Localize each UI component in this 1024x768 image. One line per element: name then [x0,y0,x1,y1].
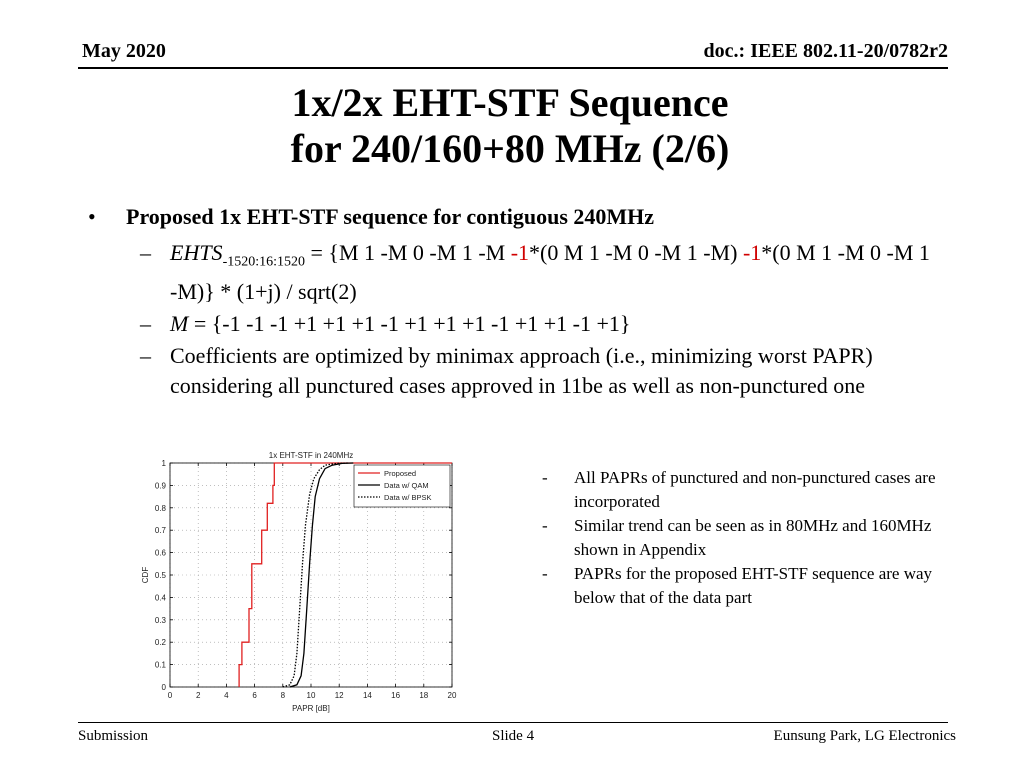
x-tick-label: 6 [252,691,257,700]
coefficients-note: – Coefficients are optimized by minimax approach (i.e., minimizing worst PAPR) considering all punctured cases approved in 11be as well as non-punctured one [140,343,873,399]
footer-slide-number: Slide 4 [492,728,535,744]
papr-cdf-chart [134,446,470,716]
bullet-main [88,204,948,230]
x-tick-label: 8 [280,691,286,700]
ehts-name: EHTS [170,240,223,265]
bullet-main-text: Proposed 1x EHT-STF sequence for contiguous 240MHz [126,204,655,229]
slide-title [0,80,1024,172]
m-name: M [170,311,189,337]
x-tick-label: 14 [362,691,372,700]
ehts-part-a: = {M 1 -M 0 -M 1 -M [305,240,511,265]
bullet-marker: • [88,204,96,229]
chart-title: 1x EHT-STF in 240MHz [268,451,354,460]
y-tick-label: 0.4 [154,593,166,603]
slide-body [88,204,948,403]
x-tick-label: 0 [167,691,173,700]
x-tick-label: 12 [334,691,344,700]
y-tick-label: 0.6 [154,548,166,558]
ehts-red-coef-1: -1 [510,240,530,265]
notes-list [540,466,940,610]
m-definition: – M = {-1 -1 -1 +1 +1 +1 -1 +1 +1 +1 -1 +1 +1 -1 +1} [140,311,631,337]
title-line-1: 1x/2x EHT-STF Sequence [291,80,729,125]
y-tick-label: 0 [161,683,166,692]
footer-author: Eunsung Park, LG Electronics [773,728,956,744]
y-axis-label: CDF [141,566,150,584]
y-tick-label: 0.1 [154,660,166,670]
title-line-2: for 240/160+80 MHz (2/6) [290,126,730,171]
y-tick-label: 0.7 [154,526,166,536]
header-doc-id: doc.: IEEE 802.11-20/0782r2 [703,40,948,62]
legend-label: Data w/ QAM [384,481,429,490]
ehts-subscript: -1520:16:1520 [222,254,306,270]
header-rule [78,67,948,69]
note-item: - PAPRs for the proposed EHT-STF sequence are way below that of the data part [542,564,933,607]
y-tick-label: 0.5 [154,571,166,580]
footer-rule [78,722,948,723]
note-item: - Similar trend can be seen as in 80MHz and 160MHz shown in Appendix [542,516,932,559]
legend-label: Proposed [384,469,417,478]
y-tick-label: 0.8 [154,503,166,513]
x-tick-label: 2 [195,691,201,700]
y-tick-label: 0.9 [154,481,166,491]
ehts-part-c: *(0 M 1 -M 0 -M 1 -M)} * (1+j) / sqrt(2) [170,240,930,305]
note-item: - All PAPRs of punctured and non-punctured cases are incorporated [542,468,936,511]
x-tick-label: 18 [419,691,429,700]
ehts-part-b: *(0 M 1 -M 0 -M 1 -M) [529,240,743,265]
y-tick-label: 0.3 [154,615,166,625]
x-tick-label: 16 [391,691,401,700]
y-tick-label: 0.2 [154,638,166,648]
ehts-formula: – $EHTS_{-1520:16:1520} = \{M$ 1 -M 0 -M 1 -M -1*(0 M 1 -M 0 -M 1 -M) -1*(0 M 1 -M 0 -M 1 -M)} * (1+j) / sqrt(2) [140,240,930,305]
x-tick-label: 10 [306,691,316,700]
footer-left: Submission [78,728,149,744]
x-tick-label: 4 [224,691,229,700]
coefficients-text: Coefficients are optimized by minimax approach (i.e., minimizing worst PAPR) considering all punctured cases approved in 11be as well as non-punctured one [170,343,873,399]
m-value: = {-1 -1 -1 +1 +1 +1 -1 +1 +1 +1 -1 +1 +1 -1 +1} [188,311,631,337]
ehts-red-coef-2: -1 [742,240,762,265]
x-axis-label: PAPR [dB] [292,704,330,713]
header-date: May 2020 [82,40,166,62]
legend-label: Data w/ BPSK [384,493,432,502]
y-tick-label: 1 [161,459,166,468]
x-tick-label: 20 [447,691,457,700]
